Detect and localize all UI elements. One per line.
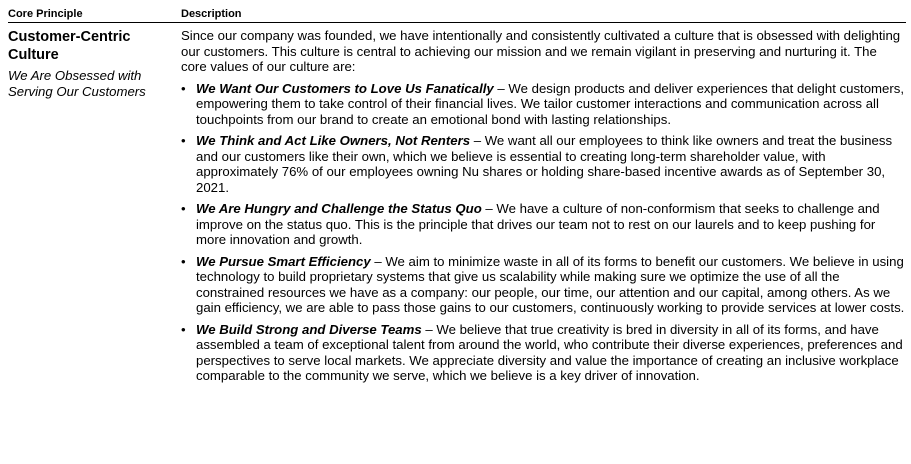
principle-title: Customer-Centric Culture (8, 29, 131, 63)
value-text: – We want all our employees to think like owners and treat the business and our customers like their own, which we believe is essential to creating long-term shareholder value, with approximately 76% of our employees owning Nu shares or holding share-based incentive awards as of September 30, 2021. (196, 133, 893, 195)
header-description: Description (181, 8, 242, 20)
list-item (181, 201, 906, 248)
core-values-list (181, 81, 906, 384)
bullet-icon: • (181, 201, 186, 216)
header-core-principle: Core Principle (8, 8, 83, 20)
core-principles-table (8, 7, 906, 383)
list-item (181, 133, 906, 195)
value-text: – We aim to minimize waste in all of its forms to benefit our customers. We believe in using technology to build proprietary systems that give us scalability while making sure we optimize the use of all the constrained resources we have as a company: our people, our time, our attention and our capital, among others. As we gain efficiency, we are able to pass those gains to our customers, continuously working to provide services at lower costs. (196, 253, 905, 315)
table-header-row (8, 7, 906, 23)
list-item (181, 254, 906, 316)
value-title: We Pursue Smart Efficiency (196, 253, 371, 269)
value-title: We Build Strong and Diverse Teams (196, 321, 422, 337)
value-text: – We have a culture of non-conformism that seeks to challenge and improve on the status quo. This is the principle that drives our team not to rest on our laurels and to keep pushing for more innovation and growth. (196, 201, 880, 247)
bullet-icon: • (181, 80, 186, 96)
value-title: We Are Hungry and Challenge the Status Quo (196, 201, 482, 216)
value-title: We Want Our Customers to Love Us Fanatically (196, 80, 494, 96)
description-cell (181, 28, 906, 384)
list-item (181, 81, 906, 128)
value-text: – We believe that true creativity is bred in diversity in all of its forms, and have assembled a team of exceptional talent from around the world, who contribute their diverse experiences, preferences and perspectives to serve local markets. We appreciate diversity and value the importance of creating an inclusive workplace comparable to the community we serve, which we believe is a key driver of innovation. (196, 321, 903, 383)
bullet-icon: • (181, 133, 186, 148)
list-item (181, 322, 906, 384)
principle-cell (8, 28, 173, 100)
bullet-icon: • (181, 253, 186, 269)
intro-paragraph: Since our company was founded, we have intentionally and consistently cultivated a culture that is obsessed with delighting our customers. This culture is central to achieving our mission and we remain vigilant in preserving and nurturing it. The core values of our culture are: (181, 28, 901, 74)
value-text: – We design products and deliver experiences that delight customers, empowering them to take control of their financial lives. We tailor customer interactions and communication across all touchpoints from our brand to create an emotional bond with lasting relationships. (196, 80, 905, 127)
bullet-icon: • (181, 321, 186, 337)
value-title: We Think and Act Like Owners, Not Renters (196, 133, 471, 148)
principle-subtitle: We Are Obsessed with Serving Our Customers (8, 68, 146, 99)
